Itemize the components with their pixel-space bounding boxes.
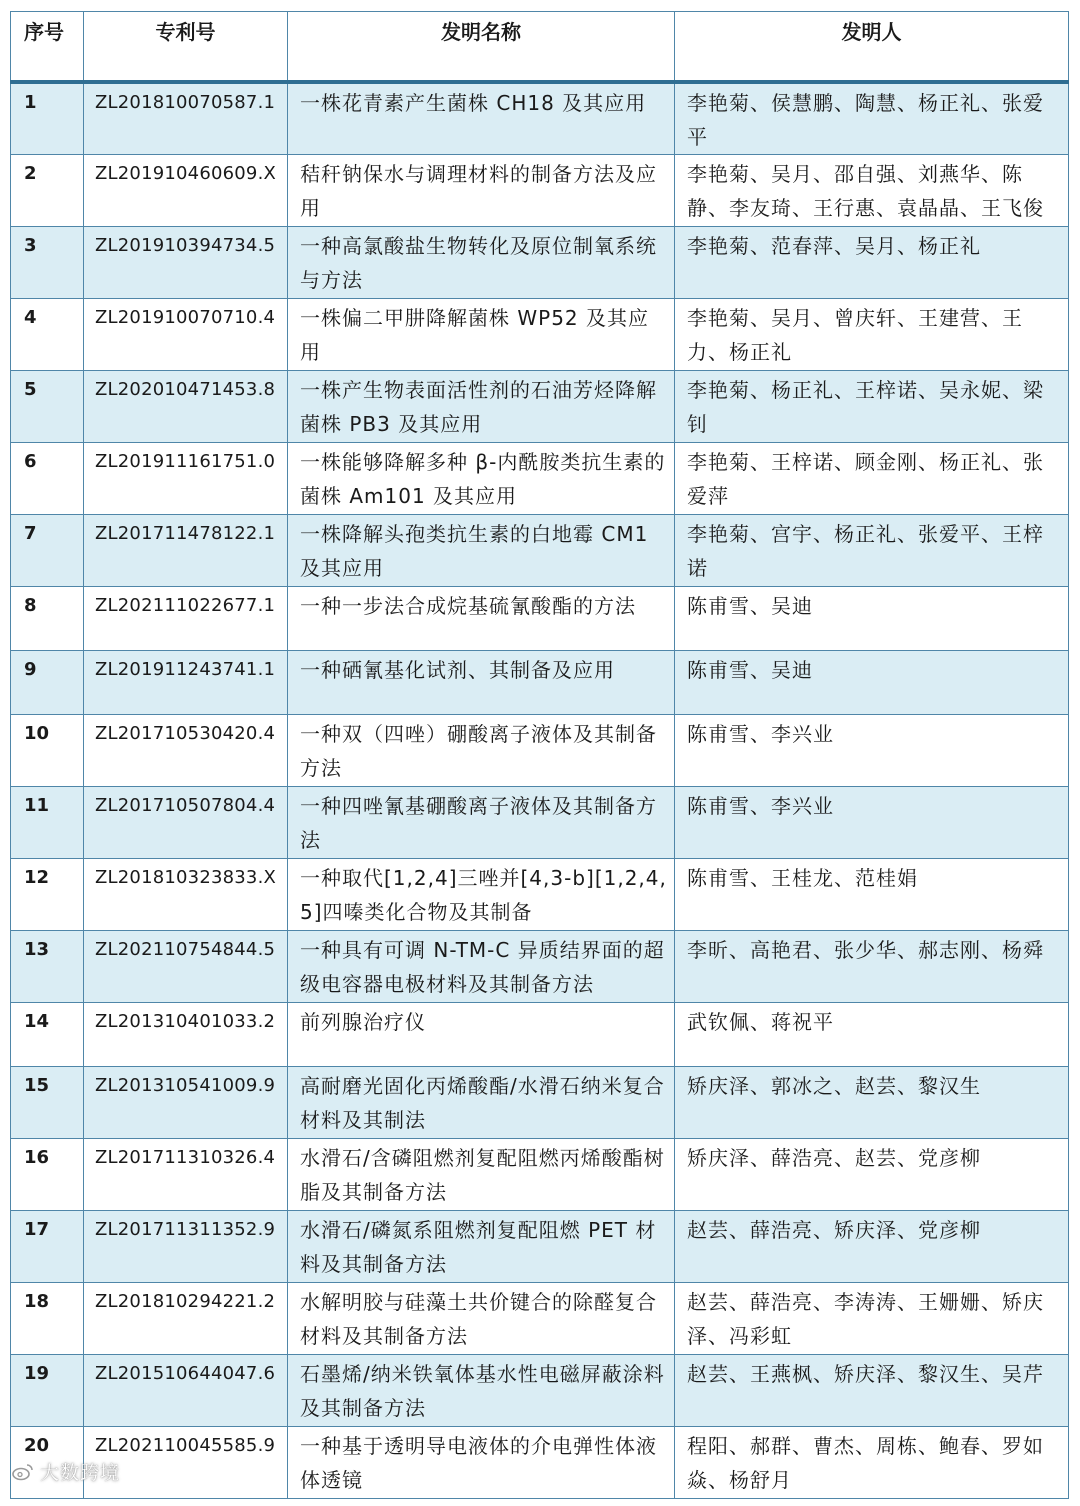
cell-serial-number: 19 [11,1355,84,1427]
table-body [11,82,1069,1499]
cell-serial-number: 18 [11,1283,84,1355]
cell-serial-number: 17 [11,1211,84,1283]
header-inventors: 发明人 [675,12,1069,83]
cell-serial-number: 2 [11,155,84,227]
table-row [11,155,1069,227]
cell-invention-title: 一种高氯酸盐生物转化及原位制氧系统与方法 [288,227,675,299]
cell-invention-title: 一种四唑氰基硼酸离子液体及其制备方法 [288,787,675,859]
cell-serial-number: 13 [11,931,84,1003]
cell-patent-number: ZL201910460609.X [84,155,288,227]
table-row [11,1139,1069,1211]
cell-invention-title: 一种双（四唑）硼酸离子液体及其制备方法 [288,715,675,787]
table-row [11,515,1069,587]
cell-patent-number: ZL201911161751.0 [84,443,288,515]
cell-inventors: 陈甫雪、吴迪 [675,587,1069,651]
cell-inventors: 赵芸、王燕枫、矫庆泽、黎汉生、吴芹 [675,1355,1069,1427]
cell-inventors: 李艳菊、吴月、曾庆轩、王建营、王力、杨正礼 [675,299,1069,371]
table-row [11,443,1069,515]
cell-invention-title: 一种一步法合成烷基硫氰酸酯的方法 [288,587,675,651]
cell-serial-number: 3 [11,227,84,299]
cell-inventors: 赵芸、薛浩亮、李涛涛、王姗姗、矫庆泽、冯彩虹 [675,1283,1069,1355]
table-row [11,587,1069,651]
table-row [11,931,1069,1003]
table-row [11,227,1069,299]
cell-inventors: 李艳菊、王梓诺、顾金刚、杨正礼、张爱萍 [675,443,1069,515]
cell-patent-number: ZL202110754844.5 [84,931,288,1003]
cell-patent-number: ZL201810070587.1 [84,82,288,155]
table-row [11,299,1069,371]
cell-serial-number: 9 [11,651,84,715]
cell-serial-number: 12 [11,859,84,931]
header-serial-number: 序号 [11,12,84,83]
watermark [12,1458,120,1485]
patent-table-frame [10,11,1068,1506]
header-patent-number: 专利号 [84,12,288,83]
header-invention-title: 发明名称 [288,12,675,83]
table-row [11,1211,1069,1283]
cell-inventors: 李艳菊、吴月、邵自强、刘燕华、陈静、李友琦、王行惠、袁晶晶、王飞俊 [675,155,1069,227]
cell-inventors: 李艳菊、宫宇、杨正礼、张爱平、王梓诺 [675,515,1069,587]
cell-patent-number: ZL201711478122.1 [84,515,288,587]
cell-invention-title: 水解明胶与硅藻土共价键合的除醛复合材料及其制备方法 [288,1283,675,1355]
cell-serial-number: 11 [11,787,84,859]
cell-patent-number: ZL201711310326.4 [84,1139,288,1211]
cell-invention-title: 前列腺治疗仪 [288,1003,675,1067]
header-row [11,12,1069,83]
cell-patent-number: ZL201911243741.1 [84,651,288,715]
cell-serial-number: 1 [11,82,84,155]
cell-inventors: 李艳菊、杨正礼、王梓诺、吴永妮、梁钊 [675,371,1069,443]
cell-inventors: 矫庆泽、薛浩亮、赵芸、党彦柳 [675,1139,1069,1211]
cell-invention-title: 一种硒氰基化试剂、其制备及应用 [288,651,675,715]
cell-inventors: 赵芸、薛浩亮、矫庆泽、党彦柳 [675,1211,1069,1283]
cell-serial-number: 16 [11,1139,84,1211]
watermark-text: 大数跨境 [40,1462,121,1484]
cell-serial-number: 5 [11,371,84,443]
weibo-logo-icon [12,1463,34,1481]
cell-patent-number: ZL201910070710.4 [84,299,288,371]
cell-inventors: 李昕、高艳君、张少华、郝志刚、杨舜 [675,931,1069,1003]
table-row [11,1355,1069,1427]
cell-inventors: 陈甫雪、吴迪 [675,651,1069,715]
table-row [11,1283,1069,1355]
cell-patent-number: ZL202111022677.1 [84,587,288,651]
cell-inventors: 陈甫雪、李兴业 [675,787,1069,859]
patent-table [10,11,1069,1499]
cell-inventors: 矫庆泽、郭冰之、赵芸、黎汉生 [675,1067,1069,1139]
cell-patent-number: ZL201510644047.6 [84,1355,288,1427]
cell-inventors: 陈甫雪、王桂龙、范桂娟 [675,859,1069,931]
table-header [11,12,1069,83]
table-row [11,1427,1069,1499]
cell-invention-title: 一种取代[1,2,4]三唑并[4,3-b][1,2,4,5]四嗪类化合物及其制备 [288,859,675,931]
cell-patent-number: ZL201810323833.X [84,859,288,931]
cell-patent-number: ZL202110045585.9 [84,1427,288,1499]
cell-invention-title: 一种基于透明导电液体的介电弹性体液体透镜 [288,1427,675,1499]
cell-inventors: 武钦佩、蒋祝平 [675,1003,1069,1067]
cell-serial-number: 15 [11,1067,84,1139]
table-row [11,1067,1069,1139]
table-row [11,715,1069,787]
cell-inventors: 程阳、郝群、曹杰、周栋、鲍春、罗如焱、杨舒月 [675,1427,1069,1499]
cell-invention-title: 秸秆钠保水与调理材料的制备方法及应用 [288,155,675,227]
cell-serial-number: 8 [11,587,84,651]
cell-serial-number: 6 [11,443,84,515]
cell-inventors: 李艳菊、范春萍、吴月、杨正礼 [675,227,1069,299]
cell-patent-number: ZL202010471453.8 [84,371,288,443]
cell-serial-number: 14 [11,1003,84,1067]
table-row [11,787,1069,859]
cell-invention-title: 一株产生物表面活性剂的石油芳烃降解菌株 PB3 及其应用 [288,371,675,443]
cell-invention-title: 一株降解头孢类抗生素的白地霉 CM1 及其应用 [288,515,675,587]
cell-serial-number: 7 [11,515,84,587]
cell-invention-title: 石墨烯/纳米铁氧体基水性电磁屏蔽涂料及其制备方法 [288,1355,675,1427]
table-row [11,651,1069,715]
cell-invention-title: 一株花青素产生菌株 CH18 及其应用 [288,82,675,155]
cell-serial-number: 20 [11,1427,84,1499]
table-row [11,371,1069,443]
cell-invention-title: 一株偏二甲肼降解菌株 WP52 及其应用 [288,299,675,371]
cell-invention-title: 一株能够降解多种 β-内酰胺类抗生素的菌株 Am101 及其应用 [288,443,675,515]
cell-patent-number: ZL201310401033.2 [84,1003,288,1067]
table-row [11,82,1069,155]
cell-patent-number: ZL201711311352.9 [84,1211,288,1283]
cell-serial-number: 4 [11,299,84,371]
cell-invention-title: 水滑石/含磷阻燃剂复配阻燃丙烯酸酯树脂及其制备方法 [288,1139,675,1211]
cell-inventors: 陈甫雪、李兴业 [675,715,1069,787]
cell-patent-number: ZL201710530420.4 [84,715,288,787]
cell-patent-number: ZL201910394734.5 [84,227,288,299]
cell-invention-title: 高耐磨光固化丙烯酸酯/水滑石纳米复合材料及其制法 [288,1067,675,1139]
cell-patent-number: ZL201710507804.4 [84,787,288,859]
cell-inventors: 李艳菊、侯慧鹏、陶慧、杨正礼、张爱平 [675,82,1069,155]
cell-serial-number: 10 [11,715,84,787]
cell-invention-title: 一种具有可调 N-TM-C 异质结界面的超级电容器电极材料及其制备方法 [288,931,675,1003]
table-row [11,859,1069,931]
cell-patent-number: ZL201810294221.2 [84,1283,288,1355]
cell-invention-title: 水滑石/磷氮系阻燃剂复配阻燃 PET 材料及其制备方法 [288,1211,675,1283]
cell-patent-number: ZL201310541009.9 [84,1067,288,1139]
table-row [11,1003,1069,1067]
